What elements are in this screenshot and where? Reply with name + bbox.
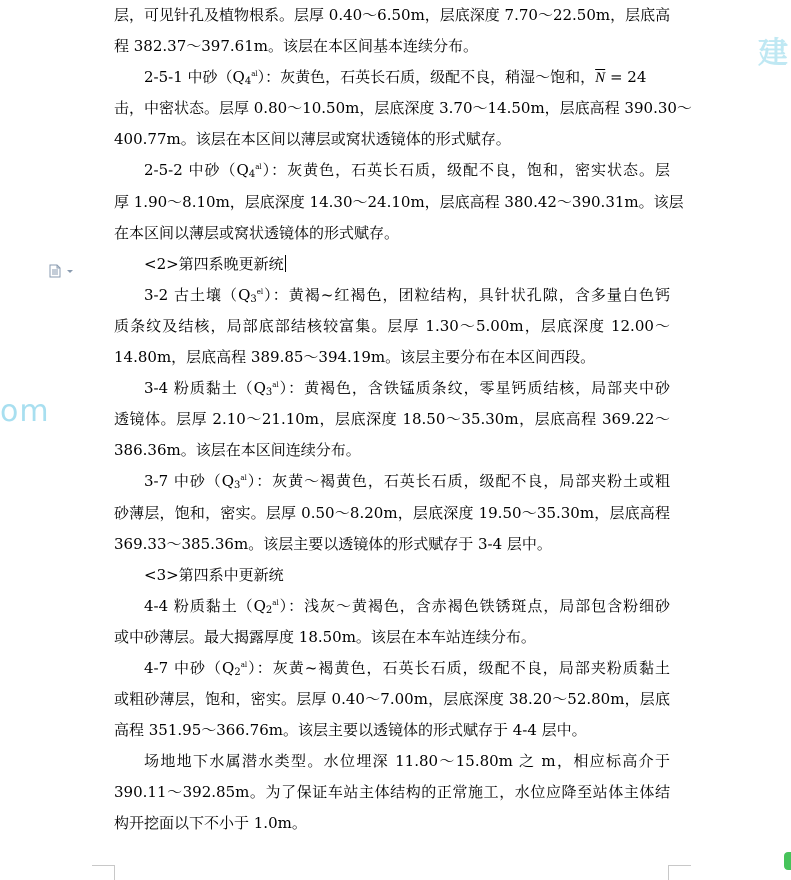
genesis-superscript: el bbox=[256, 287, 264, 296]
text-line bbox=[114, 591, 670, 622]
line-text: 层，可见针孔及植物根系。层厚 0.40～6.50m，层底深度 7.70～22.50m，层底高 bbox=[114, 6, 671, 24]
formation-subscript: 3 bbox=[250, 293, 257, 305]
page-margin-marker-left bbox=[92, 865, 115, 880]
text-line bbox=[114, 62, 670, 93]
text-line bbox=[114, 155, 670, 186]
line-text: 14.80m，层底高程 389.85～394.19m。该层主要分布在本区间西段。 bbox=[114, 348, 596, 367]
line-text: 2-5-1 中砂（Q bbox=[144, 68, 245, 87]
watermark-right: 建 bbox=[758, 36, 788, 71]
genesis-superscript: al bbox=[251, 70, 258, 79]
text-line bbox=[114, 808, 670, 839]
line-text: 386.36m。该层在本区间连续分布。 bbox=[114, 441, 361, 460]
line-text: 3-2 古土壤（Q bbox=[144, 285, 251, 304]
line-text: 砂薄层，饱和，密实。层厚 0.50～8.20m，层底深度 19.50～35.30m，层底高程 bbox=[114, 503, 670, 522]
genesis-superscript: al bbox=[240, 474, 247, 483]
line-text: 或粗砂薄层，饱和，密实。层厚 0.40～7.00m，层底深度 38.20～52.80m，层底 bbox=[114, 690, 670, 709]
line-text: 2-5-2 中砂（Q bbox=[144, 161, 249, 180]
line-text: 369.33～385.36m。该层主要以透镜体的形式赋存于 3-4 层中。 bbox=[114, 534, 552, 553]
line-text: ）：黄褐~红褐色，团粒结构，具针状孔隙，含多量白色钙 bbox=[263, 285, 670, 304]
line-text: 4-7 中砂（Q bbox=[144, 658, 235, 677]
genesis-superscript: al bbox=[255, 163, 262, 172]
text-cursor bbox=[285, 255, 286, 272]
text-line bbox=[114, 498, 670, 529]
document-dropdown-icon[interactable] bbox=[49, 264, 75, 278]
formation-subscript: 4 bbox=[244, 76, 252, 88]
line-text: 透镜体。层厚 2.10～21.10m，层底深度 18.50～35.30m，层底高程 369.22～ bbox=[114, 410, 670, 429]
line-text: 场地地下水属潜水类型。水位埋深 11.80～15.80m 之 m，相应标高介于 bbox=[144, 752, 670, 771]
blow-count-symbol: $\overline{N}$ bbox=[595, 70, 606, 87]
formation-subscript: 2 bbox=[234, 666, 241, 678]
line-text: 400.77m。该层在本区间以薄层或窝状透镜体的形式赋存。 bbox=[114, 130, 511, 149]
line-text: ）：灰黄色，石英长石质，级配不良，饱和，密实状态。层 bbox=[261, 161, 670, 180]
side-panel-tab[interactable] bbox=[784, 852, 791, 870]
text-line bbox=[114, 373, 670, 404]
line-text: 构开挖面以下不小于 1.0m。 bbox=[114, 814, 307, 833]
text-line bbox=[114, 777, 670, 808]
text-line bbox=[114, 466, 670, 497]
line-text: 4-4 粉质黏土（Q bbox=[144, 596, 266, 615]
text-line bbox=[114, 529, 670, 560]
line-text: 质条纹及结核，局部底部结核较富集。层厚 1.30～5.00m，层底深度 12.00～ bbox=[114, 316, 670, 335]
line-text: <3>第四系中更新统 bbox=[144, 565, 284, 584]
text-line bbox=[114, 684, 670, 715]
formation-subscript: 4 bbox=[248, 169, 256, 181]
text-line bbox=[114, 746, 670, 777]
document-body[interactable] bbox=[114, 0, 692, 840]
text-line bbox=[114, 311, 670, 342]
text-line bbox=[114, 435, 670, 466]
text-line bbox=[114, 93, 692, 124]
line-text: 程 382.37～397.61m。该层在本区间基本连续分布。 bbox=[114, 37, 478, 56]
text-line bbox=[114, 31, 670, 62]
text-line bbox=[114, 124, 670, 155]
line-text: ）：灰黄～褐黄色，石英长石质，级配不良，局部夹粉土或粗 bbox=[246, 472, 670, 491]
text-line bbox=[114, 218, 670, 249]
text-line bbox=[114, 404, 670, 435]
text-line bbox=[114, 622, 670, 653]
line-text: 或中砂薄层。最大揭露厚度 18.50m。该层在本车站连续分布。 bbox=[114, 627, 536, 646]
text-line bbox=[114, 715, 670, 746]
text-line bbox=[114, 560, 670, 591]
line-text: 厚 1.90～8.10m，层底深度 14.30～24.10m，层底高程 380.42～390.31m。该层 bbox=[114, 192, 684, 211]
text-line bbox=[114, 0, 670, 31]
text-line bbox=[114, 280, 670, 311]
genesis-superscript: al bbox=[240, 660, 248, 669]
formation-subscript: 2 bbox=[265, 604, 273, 616]
text-line bbox=[114, 653, 670, 684]
line-text: 3-7 中砂（Q bbox=[144, 472, 235, 491]
watermark-left: om bbox=[0, 394, 50, 429]
line-text: ）：灰黄~褐黄色，石英长石质，级配不良，局部夹粉质黏土 bbox=[247, 658, 670, 677]
page-margin-marker-right bbox=[668, 865, 691, 880]
line-text: 390.11～392.85m。为了保证车站主体结构的正常施工，水位应降至站体主体结 bbox=[114, 783, 670, 802]
blow-count-value: = 24 bbox=[605, 68, 647, 87]
line-text: 3-4 粉质黏土（Q bbox=[144, 379, 266, 398]
text-line bbox=[114, 342, 670, 373]
line-text: ）：浅灰～黄褐色，含赤褐色铁锈斑点，局部包含粉细砂 bbox=[278, 596, 670, 615]
formation-subscript: 3 bbox=[234, 480, 241, 492]
line-text: <2>第四系晚更新统 bbox=[144, 254, 284, 273]
line-text: 在本区间以薄层或窝状透镜体的形式赋存。 bbox=[114, 223, 400, 242]
line-text: ）：灰黄色，石英长石质，级配不良，稍湿～饱和， bbox=[257, 68, 596, 87]
text-line bbox=[114, 249, 670, 280]
line-text: 击，中密状态。层厚 0.80～10.50m，层底深度 3.70～14.50m，层底高程 390.30～ bbox=[114, 99, 692, 118]
line-text: ）：黄褐色，含铁锰质条纹，零星钙质结核，局部夹中砂 bbox=[278, 379, 670, 398]
genesis-superscript: al bbox=[272, 381, 279, 390]
text-line bbox=[114, 187, 684, 218]
line-text: 高程 351.95～366.76m。该层主要以透镜体的形式赋存于 4-4 层中。 bbox=[114, 721, 587, 740]
genesis-superscript: al bbox=[272, 598, 279, 607]
formation-subscript: 3 bbox=[265, 387, 273, 399]
